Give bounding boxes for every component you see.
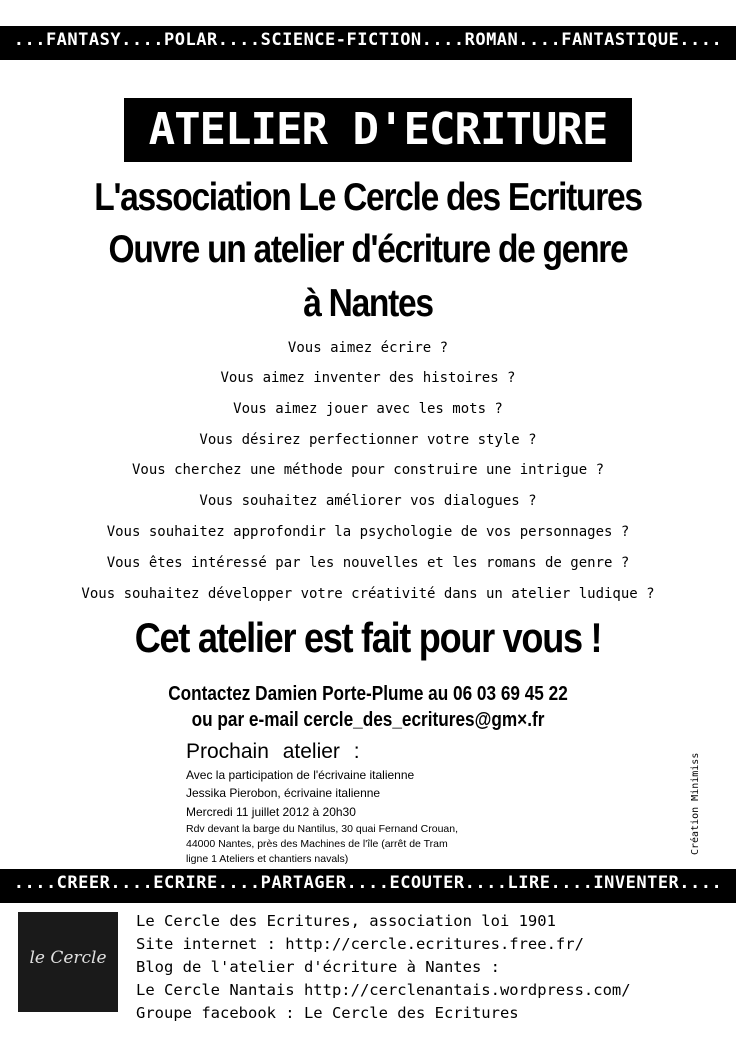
headline-line-1: L'association Le Cercle des Ecritures — [94, 176, 642, 219]
contact-email: ou par e-mail cercle_des_ecritures@gm×.fr — [191, 709, 545, 731]
contact-phone: Contactez Damien Porte-Plume au 06 03 69 45 22 — [168, 683, 568, 705]
next-workshop-date: Mercredi 11 juillet 2012 à 20h30 — [186, 805, 356, 819]
top-genre-band — [0, 26, 736, 60]
next-workshop-line-1: Avec la participation de l'écrivaine italienne — [186, 768, 415, 782]
call-to-action: Cet atelier est fait pour vous ! — [134, 614, 602, 661]
question-3: Vous aimez jouer avec les mots ? — [233, 401, 503, 417]
question-6: Vous souhaitez améliorer vos dialogues ? — [199, 493, 537, 509]
headline-line-3: à Nantes — [303, 282, 433, 325]
bottom-verbs-band-text: ....CREER....ECRIRE....PARTAGER....ECOUTER....LIRE....INVENTER.... — [13, 873, 723, 893]
info-line-1: Le Cercle des Ecritures, association loi 1901 — [136, 912, 556, 930]
headline-line-2: Ouvre un atelier d'écriture de genre — [108, 228, 628, 271]
question-2: Vous aimez inventer des histoires ? — [220, 370, 516, 386]
question-4: Vous désirez perfectionner votre style ? — [199, 432, 537, 448]
next-workshop-address-3: ligne 1 Ateliers et chantiers navals) — [186, 853, 349, 865]
bottom-verbs-band — [0, 869, 736, 903]
association-logo — [18, 912, 118, 1012]
next-workshop-address-1: Rdv devant la barge du Nantilus, 30 quai Fernand Crouan, — [186, 823, 459, 835]
title-banner — [124, 98, 632, 162]
info-line-5: Groupe facebook : Le Cercle des Ecritures — [136, 1004, 519, 1022]
next-workshop-title: Prochain atelier : — [186, 740, 360, 763]
info-line-3: Blog de l'atelier d'écriture à Nantes : — [136, 958, 500, 976]
design-credit: Création Minimiss — [690, 752, 701, 855]
top-genre-band-text: ...FANTASY....POLAR....SCIENCE-FICTION....ROMAN....FANTASTIQUE.... — [13, 30, 723, 50]
info-line-2: Site internet : http://cercle.ecritures.free.fr/ — [136, 935, 584, 953]
question-5: Vous cherchez une méthode pour construire une intrigue ? — [131, 462, 604, 478]
question-1: Vous aimez écrire ? — [287, 340, 449, 356]
next-workshop-line-2: Jessika Pierobon, écrivaine italienne — [186, 786, 381, 800]
page-title: ATELIER D'ECRITURE — [148, 104, 608, 155]
logo-text: le Cercle — [29, 948, 107, 968]
next-workshop-address-2: 44000 Nantes, près des Machines de l'île (arrêt de Tram — [186, 838, 448, 850]
question-9: Vous souhaitez développer votre créativité dans un atelier ludique ? — [81, 586, 655, 602]
question-8: Vous êtes intéressé par les nouvelles et les romans de genre ? — [106, 555, 630, 571]
info-line-4: Le Cercle Nantais http://cerclenantais.wordpress.com/ — [136, 981, 631, 999]
question-7: Vous souhaitez approfondir la psychologie de vos personnages ? — [106, 524, 630, 540]
